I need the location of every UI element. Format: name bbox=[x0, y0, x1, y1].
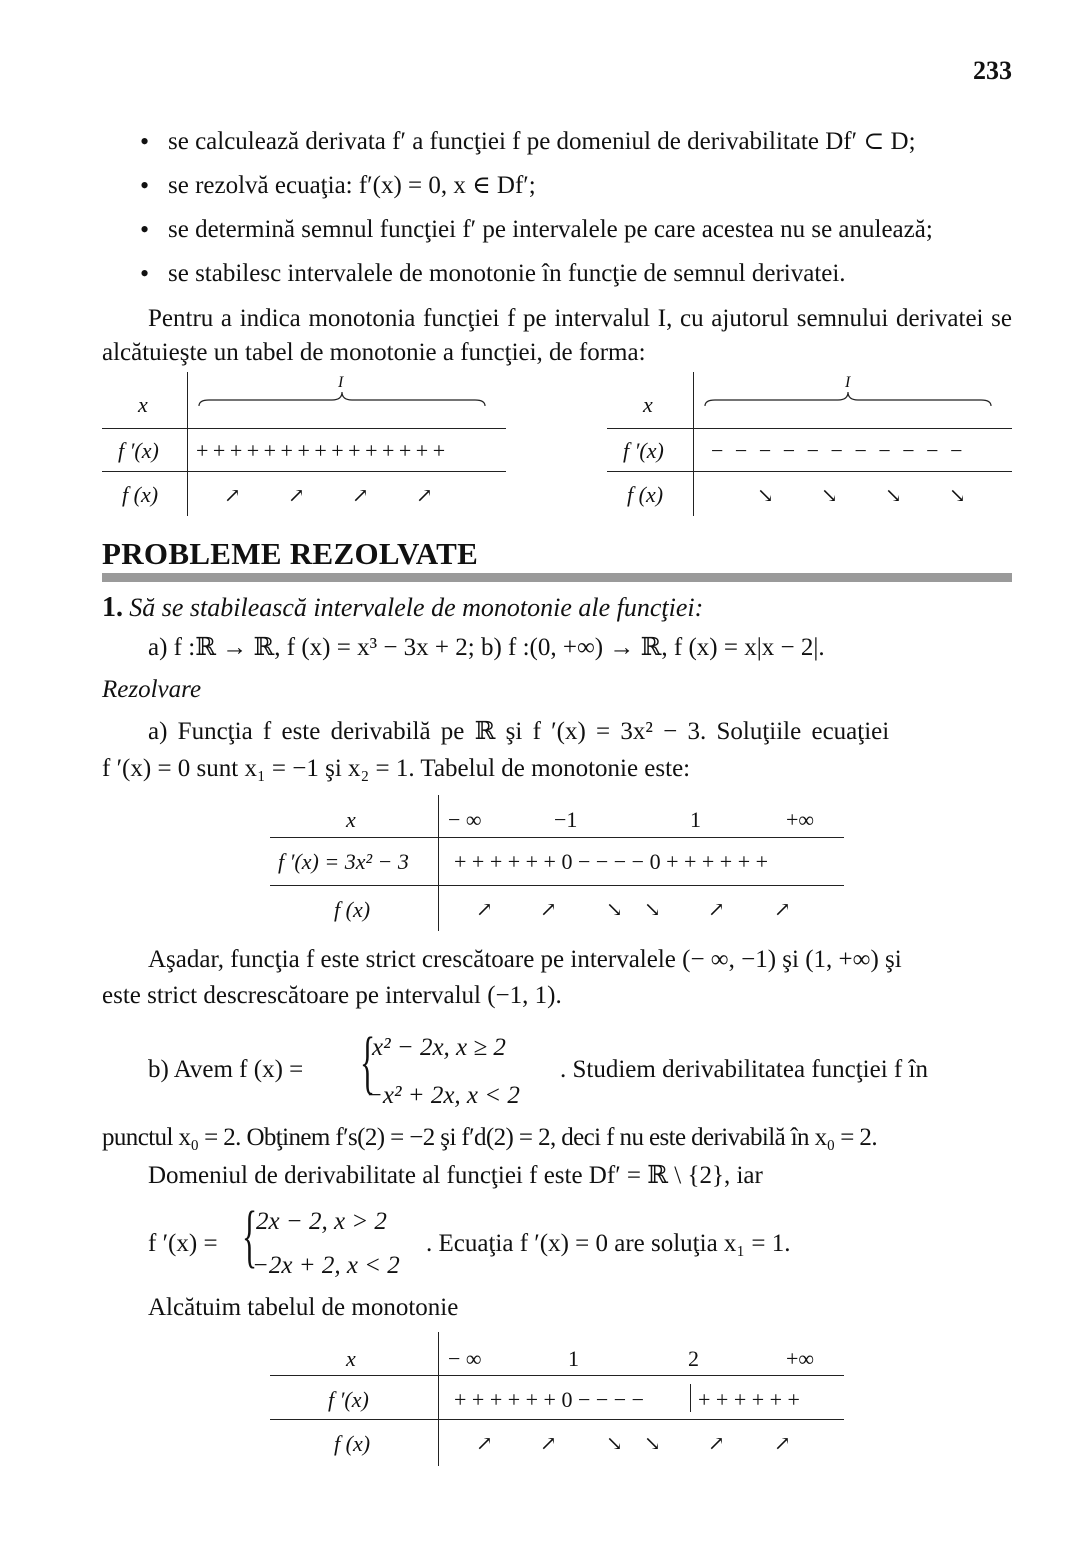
x-point: 1 bbox=[690, 807, 701, 832]
list-item: • se calculează derivata f′ a funcţiei f pe domeniul de derivabilitate Df′ ⊂ D; bbox=[140, 122, 933, 166]
interval-label: I bbox=[338, 374, 344, 391]
sign-row: + + + + + + 0 − − − − bbox=[454, 1387, 645, 1412]
increasing-arrow-icon: ↗ bbox=[774, 1433, 791, 1455]
row-label-x: x bbox=[138, 392, 148, 417]
row-label-fprime: f ′(x) bbox=[328, 1387, 369, 1412]
decreasing-arrow-icon: ↘ bbox=[644, 1433, 661, 1455]
increasing-arrow-icon: ↗ bbox=[476, 899, 493, 921]
x-point: +∞ bbox=[786, 807, 815, 832]
x-point: − ∞ bbox=[448, 807, 482, 832]
part-a-line1: a) Funcţia f este derivabilă pe ℝ şi f ′(x) = 3x² − 3. Soluţiile ecuaţiei bbox=[148, 718, 890, 745]
decreasing-arrow-icon: ↘ bbox=[606, 899, 623, 921]
decreasing-arrow-icon: ↘ bbox=[821, 485, 838, 507]
arrow-row bbox=[757, 482, 1013, 508]
sign-row: + + + + + + 0 − − − − 0 + + + + + + bbox=[454, 849, 769, 874]
list-item: • se determină semnul funcţiei f′ pe intervalele pe care acestea nu se anulează; bbox=[140, 210, 933, 254]
increasing-arrow-icon: ↗ bbox=[708, 1433, 725, 1455]
decreasing-arrow-icon: ↘ bbox=[885, 485, 902, 507]
x-point: − ∞ bbox=[448, 1346, 482, 1371]
non-differentiable-marker bbox=[690, 1384, 691, 1412]
monotony-table-b bbox=[270, 1332, 844, 1466]
piecewise-case: x² − 2x, x ≥ 2 bbox=[372, 1034, 506, 1061]
part-b-line2: punctul x₀ = 2. Obţinem f′s(2) = −2 şi f′d(2) = 2, deci f nu este derivabilă în x₀ = 2. bbox=[102, 1124, 877, 1151]
list-item: • se stabilesc intervalele de monotonie în funcţie de semnul derivatei. bbox=[140, 254, 933, 298]
part-a-line2: f ′(x) = 0 sunt x₁ = −1 şi x₂ = 1. Tabelul de monotonie este: bbox=[102, 755, 691, 782]
piecewise-case: 2x − 2, x > 2 bbox=[256, 1208, 387, 1235]
conclusion-a-line2: este strict descrescătoare pe intervalul (−1, 1). bbox=[102, 982, 562, 1009]
row-label-fprime: f ′(x) bbox=[118, 438, 159, 463]
solution-label: Rezolvare bbox=[102, 676, 202, 703]
piecewise-brace: { bbox=[360, 1024, 376, 1101]
row-label-f: f (x) bbox=[627, 482, 664, 507]
derivative-after: . Ecuaţia f ′(x) = 0 are soluţia x₁ = 1. bbox=[426, 1230, 791, 1257]
problem-functions: a) f :ℝ → ℝ, f (x) = x³ − 3x + 2; b) f :(0, +∞) → ℝ, f (x) = x|x − 2|. bbox=[148, 634, 825, 661]
row-label-x: x bbox=[346, 1346, 356, 1371]
intro-paragraph: Pentru a indica monotonia funcţiei f pe intervalul I, cu ajutorul semnului derivatei se alcătuieşte un tabel de monotonie a funcţiei, de forma: bbox=[102, 305, 1012, 366]
arrow-row bbox=[224, 482, 480, 508]
sign-row: + + + + + + + + + + + + + + + bbox=[196, 438, 445, 463]
algorithm-steps-list bbox=[140, 122, 933, 298]
increasing-arrow-icon: ↗ bbox=[476, 1433, 493, 1455]
row-label-fprime: f ′(x) bbox=[623, 438, 664, 463]
increasing-arrow-icon: ↗ bbox=[224, 485, 241, 507]
piecewise-case: −x² + 2x, x < 2 bbox=[366, 1082, 520, 1109]
x-point: −1 bbox=[554, 807, 578, 832]
monotony-table-increasing bbox=[102, 372, 506, 516]
conclusion-a-line1: Aşadar, funcţia f este strict crescătoare pe intervalele (− ∞, −1) şi (1, +∞) şi bbox=[148, 946, 902, 973]
decreasing-arrow-icon: ↘ bbox=[644, 899, 661, 921]
problem-statement bbox=[102, 592, 703, 624]
x-point: 2 bbox=[688, 1346, 699, 1371]
increasing-arrow-icon: ↗ bbox=[774, 899, 791, 921]
increasing-arrow-icon: ↗ bbox=[540, 899, 557, 921]
row-label-x: x bbox=[643, 392, 653, 417]
row-label-f: f (x) bbox=[334, 1431, 371, 1456]
sign-row: − − − − − − − − − − − bbox=[711, 438, 966, 463]
decreasing-arrow-icon: ↘ bbox=[757, 485, 774, 507]
interval-label: I bbox=[845, 374, 851, 391]
list-item: • se rezolvă ecuaţia: f′(x) = 0, x ∈ Df′; bbox=[140, 166, 933, 210]
row-label-f: f (x) bbox=[334, 897, 371, 922]
monotony-table-decreasing bbox=[607, 372, 1012, 516]
increasing-arrow-icon: ↗ bbox=[708, 899, 725, 921]
section-title: PROBLEME REZOLVATE bbox=[102, 536, 479, 571]
part-b-after: . Studiem derivabilitatea funcţiei f în bbox=[560, 1056, 928, 1083]
increasing-arrow-icon: ↗ bbox=[288, 485, 305, 507]
section-divider bbox=[102, 573, 1012, 582]
row-label-x: x bbox=[346, 807, 356, 832]
increasing-arrow-icon: ↗ bbox=[416, 485, 433, 507]
sign-row-after: + + + + + + bbox=[698, 1387, 800, 1412]
piecewise-case: −2x + 2, x < 2 bbox=[252, 1252, 400, 1279]
part-b-intro: b) Avem f (x) = bbox=[148, 1056, 304, 1083]
derivative-lhs: f ′(x) = bbox=[148, 1230, 218, 1257]
increasing-arrow-icon: ↗ bbox=[540, 1433, 557, 1455]
row-label-f: f (x) bbox=[122, 482, 159, 507]
row-label-fprime: f ′(x) = 3x² − 3 bbox=[278, 849, 409, 874]
table-b-intro: Alcătuim tabelul de monotonie bbox=[148, 1294, 459, 1321]
increasing-arrow-icon: ↗ bbox=[352, 485, 369, 507]
problem-text: Să se stabilească intervalele de monotonie ale funcţiei: bbox=[129, 593, 704, 622]
x-point: 1 bbox=[568, 1346, 579, 1371]
part-b-line3: Domeniul de derivabilitate al funcţiei f este Df′ = ℝ \ {2}, iar bbox=[148, 1162, 763, 1189]
problem-number: 1. bbox=[102, 592, 123, 623]
piecewise-brace: { bbox=[242, 1198, 258, 1275]
monotony-table-a bbox=[270, 795, 844, 931]
decreasing-arrow-icon: ↘ bbox=[606, 1433, 623, 1455]
page-number: 233 bbox=[973, 56, 1012, 85]
x-point: +∞ bbox=[786, 1346, 815, 1371]
decreasing-arrow-icon: ↘ bbox=[949, 485, 966, 507]
